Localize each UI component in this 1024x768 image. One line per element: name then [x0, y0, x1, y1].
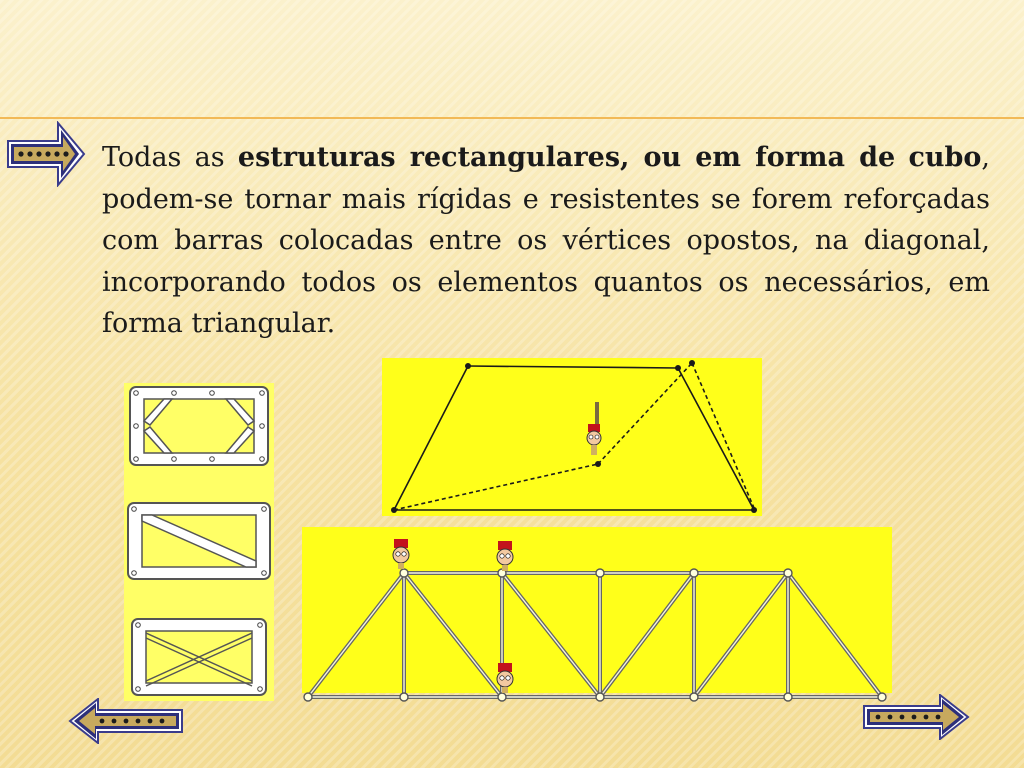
- pencil-character-icon: [497, 541, 513, 571]
- paragraph-bold-line1: estruturas rectangulares, ou em forma de: [237, 142, 896, 173]
- right-arrow-icon: [864, 695, 968, 739]
- previous-slide-button[interactable]: [68, 698, 184, 744]
- left-arrow-icon: [70, 699, 182, 743]
- paragraph-bold-line2: cubo: [908, 142, 982, 173]
- bullet-arrow-icon: [6, 121, 86, 187]
- pencil-character-icon: [393, 539, 409, 569]
- paragraph-text-start: Todas as: [102, 142, 238, 173]
- trapezoid-structure-figure: [382, 358, 762, 516]
- rectangular-frames-figure: [124, 383, 274, 701]
- pencil-character-icon: [587, 402, 601, 455]
- truss-bridge-figure: [302, 527, 892, 693]
- paragraph-text-rest: , podem-se tornar mais rígidas e resistentes se forem reforçadas com barras colocadas entre os vértices opostos, na diagonal, incorporando todos os elementos quantos os necessários, em forma triangular.: [102, 142, 990, 339]
- header-divider: [0, 117, 1024, 119]
- pencil-character-icon: [497, 663, 513, 693]
- next-slide-button[interactable]: [862, 694, 970, 740]
- body-paragraph: [102, 137, 990, 345]
